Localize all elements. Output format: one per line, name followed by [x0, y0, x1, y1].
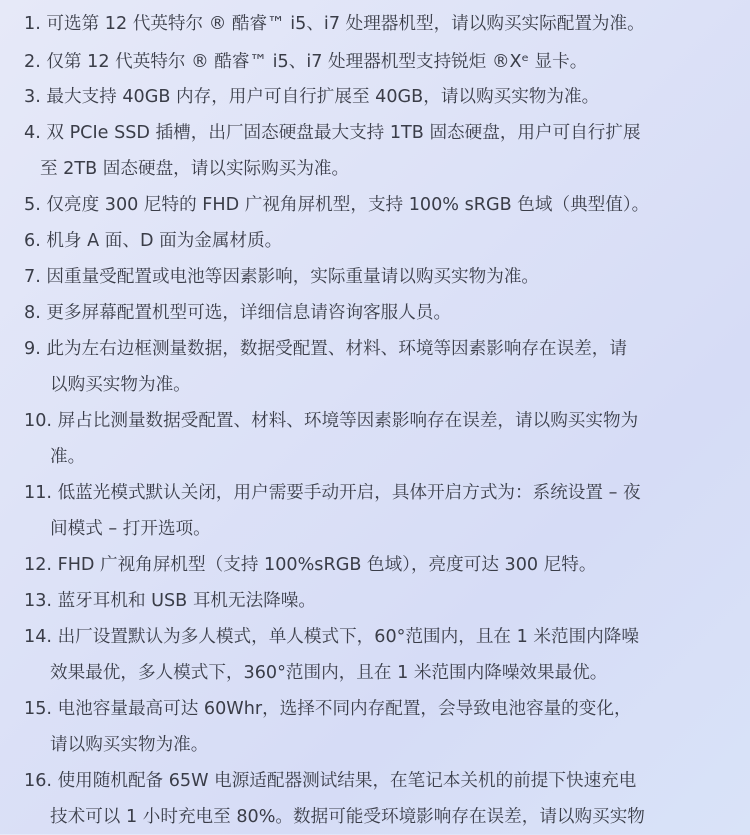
footnote-line: 间模式 – 打开选项。 [50, 519, 211, 539]
footnote-2 [0, 44, 750, 80]
footnote-line: 以购买实物为准。 [50, 375, 191, 395]
footnote-line: 至 2TB 固态硬盘，请以实际购买为准。 [40, 159, 350, 179]
footnote-1 [0, 6, 750, 42]
footnote-4 [0, 115, 750, 187]
footnote-line: 10. 屏占比测量数据受配置、材料、环境等因素影响存在误差，请以购买实物为 [24, 411, 639, 431]
footnote-line: 6. 机身 A 面、D 面为金属材质。 [24, 231, 283, 251]
footnote-line: 2. 仅第 12 代英特尔 ® 酷睿™ i5、i7 处理器机型支持锐炬 ®Xᵉ 显卡。 [24, 52, 588, 72]
footnote-line: 9. 此为左右边框测量数据，数据受配置、材料、环境等因素影响存在误差，请 [24, 339, 627, 359]
footnote-10 [0, 403, 750, 475]
footnote-line: 1. 可选第 12 代英特尔 ® 酷睿™ i5、i7 处理器机型，请以购买实际配置为准。 [24, 14, 645, 34]
footnote-line: 技术可以 1 小时充电至 80%。数据可能受环境影响存在误差，请以购买实物 [50, 807, 645, 827]
footnote-line: 效果最优，多人模式下，360°范围内，且在 1 米范围内降噪效果最优。 [50, 663, 608, 683]
footnote-12 [0, 547, 750, 583]
footnote-line: 请以购买实物为准。 [50, 735, 209, 755]
footnote-line: 13. 蓝牙耳机和 USB 耳机无法降噪。 [24, 591, 316, 611]
footnote-line: 11. 低蓝光模式默认关闭，用户需要手动开启，具体开启方式为：系统设置 – 夜 [24, 483, 641, 503]
footnote-13 [0, 583, 750, 619]
footnote-line: 3. 最大支持 40GB 内存，用户可自行扩展至 40GB，请以购买实物为准。 [24, 87, 600, 107]
footnote-line: 7. 因重量受配置或电池等因素影响，实际重量请以购买实物为准。 [24, 267, 540, 287]
footnote-line: 16. 使用随机配备 65W 电源适配器测试结果，在笔记本关机的前提下快速充电 [24, 771, 637, 791]
footnote-6 [0, 223, 750, 259]
footnote-line: 准。 [50, 447, 86, 467]
footnote-line: 14. 出厂设置默认为多人模式，单人模式下，60°范围内，且在 1 米范围内降噪 [24, 627, 639, 647]
footnote-line: 5. 仅亮度 300 尼特的 FHD 广视角屏机型，支持 100% sRGB 色域（典型值）。 [24, 195, 650, 215]
footnote-11 [0, 475, 750, 547]
footnote-line: 15. 电池容量最高可达 60Whr，选择不同内存配置，会导致电池容量的变化， [24, 699, 632, 719]
footnote-16 [0, 763, 750, 835]
footnote-15 [0, 691, 750, 763]
footnote-3 [0, 79, 750, 115]
footnote-line: 12. FHD 广视角屏机型（支持 100%sRGB 色域），亮度可达 300 尼特。 [24, 555, 597, 575]
footnote-9 [0, 331, 750, 403]
footnote-5 [0, 187, 750, 223]
footnote-7 [0, 259, 750, 295]
footnote-line: 8. 更多屏幕配置机型可选，详细信息请咨询客服人员。 [24, 303, 452, 323]
footnote-line: 4. 双 PCIe SSD 插槽，出厂固态硬盘最大支持 1TB 固态硬盘，用户可自行扩展 [24, 123, 641, 143]
footnote-14 [0, 619, 750, 691]
footnote-8 [0, 295, 750, 331]
